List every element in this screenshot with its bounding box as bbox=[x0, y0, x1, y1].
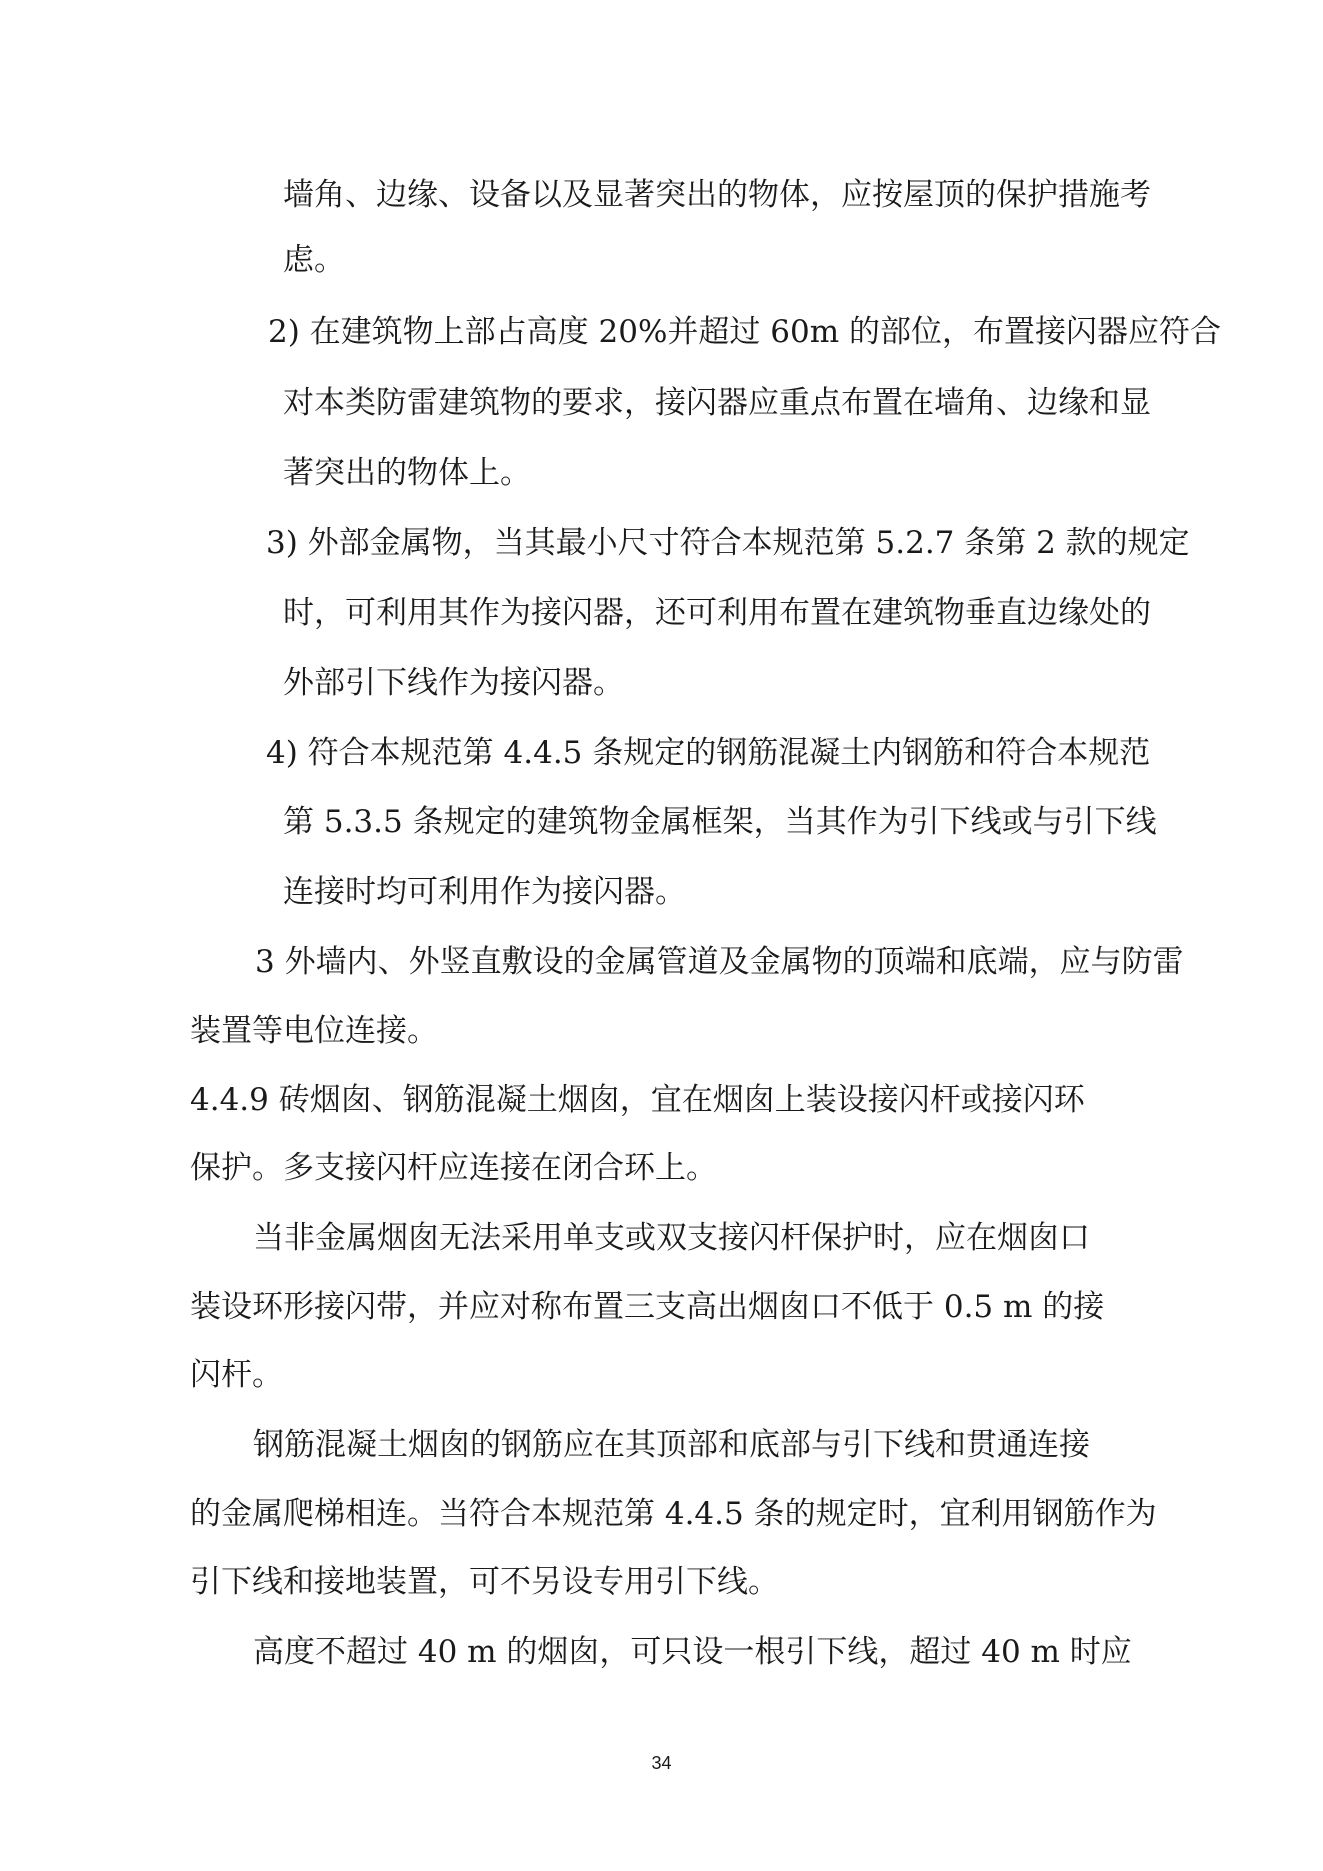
text-line: 第 5.3.5 条规定的建筑物金属框架，当其作为引下线或与引下线 bbox=[283, 804, 1157, 840]
text-line: 连接时均可利用作为接闪器。 bbox=[283, 874, 686, 910]
page-number: 34 bbox=[651, 1753, 672, 1773]
text-line: 时，可利用其作为接闪器，还可利用布置在建筑物垂直边缘处的 bbox=[283, 595, 1151, 631]
text-line: 钢筋混凝土烟囱的钢筋应在其顶部和底部与引下线和贯通连接 bbox=[253, 1427, 1090, 1463]
text-line: 引下线和接地装置，可不另设专用引下线。 bbox=[190, 1564, 779, 1600]
text-line: 高度不超过 40 m 的烟囱，可只设一根引下线，超过 40 m 时应 bbox=[253, 1634, 1132, 1670]
text-line: 3 外墙内、外竖直敷设的金属管道及金属物的顶端和底端，应与防雷 bbox=[255, 944, 1184, 980]
text-line: 闪杆。 bbox=[190, 1357, 283, 1393]
text-line: 2) 在建筑物上部占高度 20%并超过 60m 的部位，布置接闪器应符合 bbox=[268, 314, 1221, 350]
text-line: 装置等电位连接。 bbox=[190, 1013, 438, 1049]
text-line: 对本类防雷建筑物的要求，接闪器应重点布置在墙角、边缘和显 bbox=[283, 385, 1151, 421]
text-line: 当非金属烟囱无法采用单支或双支接闪杆保护时，应在烟囱口 bbox=[253, 1220, 1090, 1256]
text-line: 3) 外部金属物，当其最小尺寸符合本规范第 5.2.7 条第 2 款的规定 bbox=[266, 525, 1190, 561]
text-line: 虑。 bbox=[283, 242, 345, 278]
text-line: 4) 符合本规范第 4.4.5 条规定的钢筋混凝土内钢筋和符合本规范 bbox=[266, 735, 1151, 771]
text-line: 4.4.9 砖烟囱、钢筋混凝土烟囱，宜在烟囱上装设接闪杆或接闪环 bbox=[190, 1082, 1085, 1118]
text-line: 墙角、边缘、设备以及显著突出的物体，应按屋顶的保护措施考 bbox=[283, 177, 1151, 213]
text-line: 的金属爬梯相连。当符合本规范第 4.4.5 条的规定时，宜利用钢筋作为 bbox=[190, 1496, 1157, 1532]
text-line: 装设环形接闪带，并应对称布置三支高出烟囱口不低于 0.5 m 的接 bbox=[190, 1289, 1105, 1325]
text-line: 保护。多支接闪杆应连接在闭合环上。 bbox=[190, 1150, 717, 1186]
text-line: 外部引下线作为接闪器。 bbox=[283, 665, 624, 701]
text-line: 著突出的物体上。 bbox=[283, 455, 531, 491]
